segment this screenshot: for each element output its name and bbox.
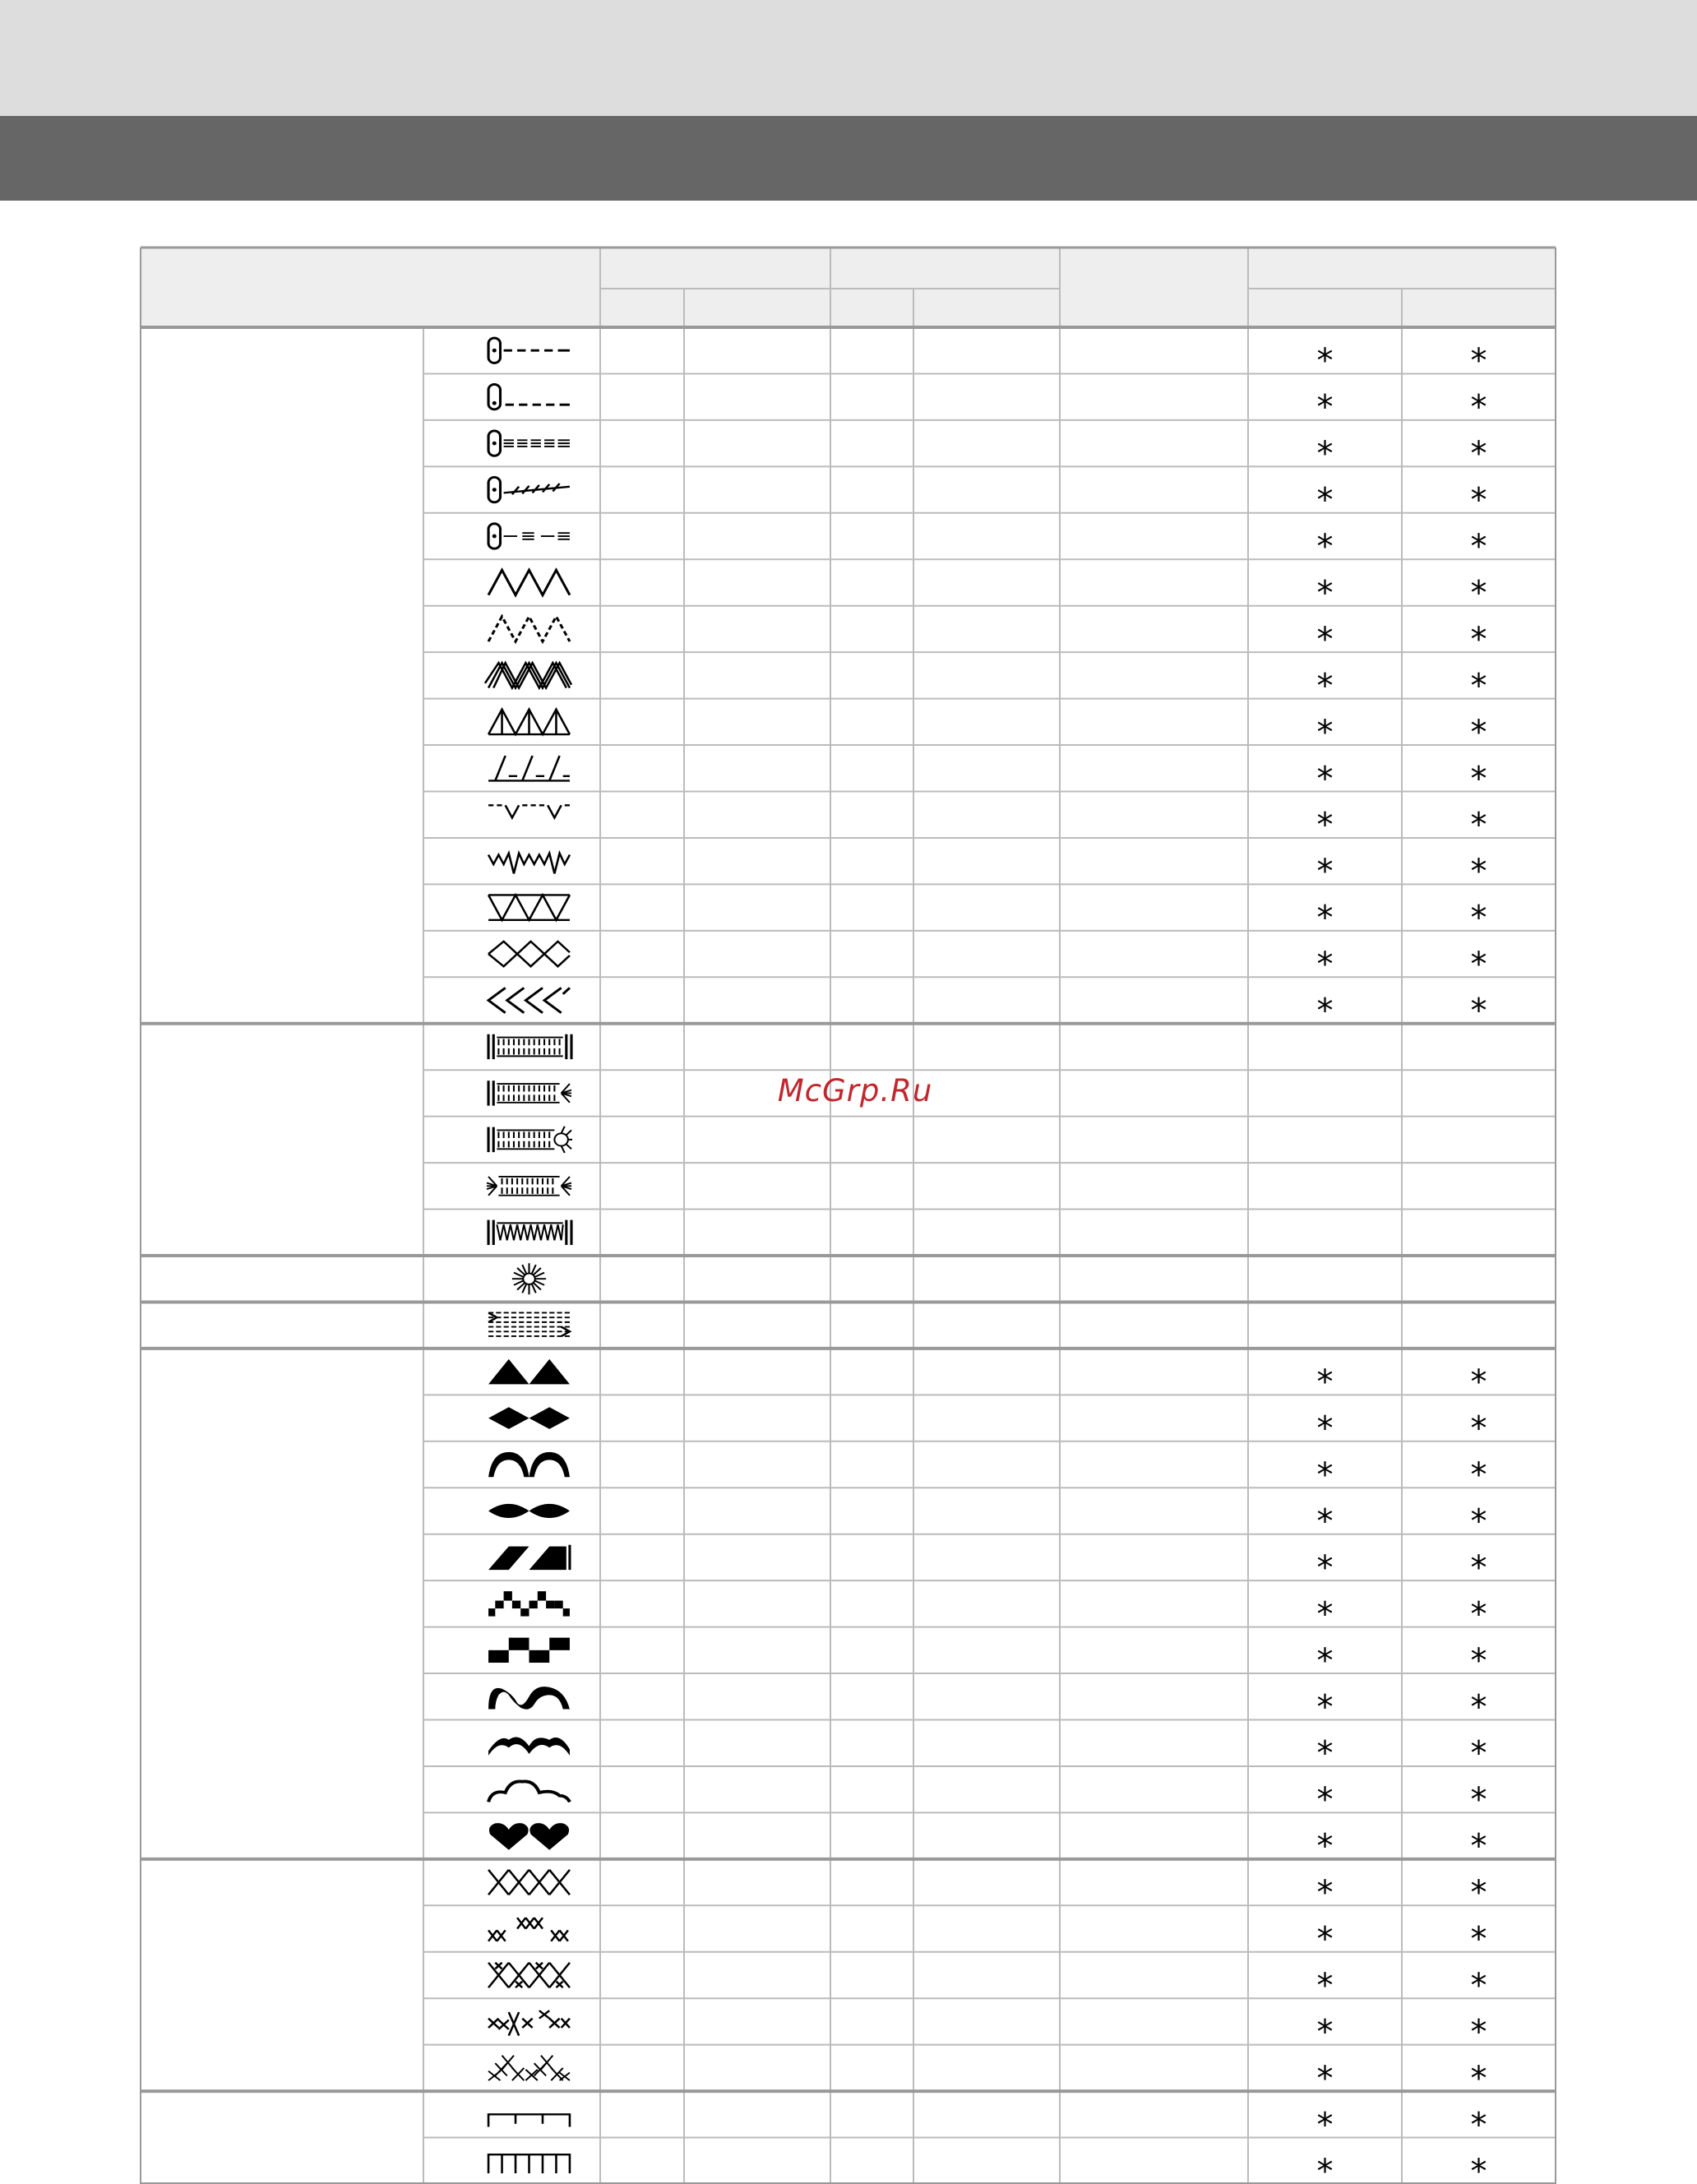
asterisk-mark-left: * [1316, 2106, 1334, 2145]
asterisk-mark-right: * [1470, 1781, 1487, 1820]
small-blocks-icon [488, 1591, 570, 1616]
asterisk-mark-right: * [1470, 528, 1487, 567]
asterisk-mark-left: * [1316, 2152, 1334, 2184]
wing-satin-icon [488, 1737, 570, 1756]
asterisk-mark-right: * [1470, 1363, 1487, 1402]
asterisk-mark-left: * [1316, 2013, 1334, 2052]
buttonhole-square-icon [488, 1034, 571, 1059]
arch-satin-icon [488, 1452, 570, 1477]
asterisk-mark-right: * [1470, 1595, 1487, 1634]
asterisk-mark-right: * [1470, 435, 1487, 474]
asterisk-mark-right: * [1470, 667, 1487, 706]
asterisk-mark-right: * [1470, 853, 1487, 891]
table-header [141, 248, 1556, 327]
heart-satin-icon [489, 1823, 569, 1850]
asterisk-mark-left: * [1316, 1548, 1334, 1587]
asterisk-mark-left: * [1316, 1781, 1334, 1820]
eyelet-icon [512, 1263, 546, 1294]
blind-hem-icon [488, 756, 570, 780]
asterisk-mark-right: * [1470, 1409, 1487, 1448]
asterisk-mark-left: * [1316, 1641, 1334, 1680]
triple-zigzag-icon [485, 663, 571, 687]
oval-satin-icon [488, 1504, 570, 1518]
asterisk-mark-left: * [1316, 1502, 1334, 1541]
checker-blocks-icon [488, 1638, 570, 1663]
asterisk-mark-right: * [1470, 2152, 1487, 2184]
asterisk-mark-left: * [1316, 667, 1334, 706]
asterisk-mark-right: * [1470, 388, 1487, 427]
cross-stitch-small-icon [488, 1918, 568, 1941]
asterisk-mark-right: * [1470, 620, 1487, 659]
asterisk-mark-left: * [1316, 2059, 1334, 2098]
cross-stretch-icon [488, 942, 570, 966]
asterisk-mark-right: * [1470, 946, 1487, 984]
asterisk-mark-left: * [1316, 528, 1334, 567]
asterisk-mark-right: * [1470, 1641, 1487, 1680]
pin-stitch-wide-icon [488, 2114, 570, 2126]
asterisk-mark-left: * [1316, 806, 1334, 844]
asterisk-mark-left: * [1316, 899, 1334, 937]
asterisk-mark-left: * [1316, 388, 1334, 427]
scallop-icon [488, 1781, 570, 1802]
overlock-icon [488, 710, 570, 734]
asterisk-mark-right: * [1470, 1827, 1487, 1866]
asterisk-mark-left: * [1316, 946, 1334, 984]
feather-stitch-icon [488, 988, 570, 1012]
triangle-satin-icon [488, 1359, 570, 1384]
buttonhole-keyhole-icon [488, 1127, 572, 1153]
asterisk-mark-left: * [1316, 992, 1334, 1030]
cross-stitch-large-icon [488, 1870, 570, 1895]
cross-stitch-wheat-icon [488, 2056, 570, 2080]
asterisk-mark-left: * [1316, 481, 1334, 520]
pin-stitch-narrow-icon [488, 2154, 570, 2173]
diamond-satin-icon [488, 1407, 570, 1429]
stem-stitch-icon [488, 477, 570, 502]
buttonhole-round-end-icon [488, 1080, 571, 1105]
asterisk-mark-right: * [1470, 2013, 1487, 2052]
asterisk-mark-left: * [1316, 1827, 1334, 1866]
wave-satin-icon [488, 1687, 570, 1710]
straight-center-icon [488, 384, 570, 409]
asterisk-mark-left: * [1316, 1920, 1334, 1959]
watermark: McGrp.Ru [777, 1073, 933, 1108]
triple-straight-icon [488, 431, 570, 456]
straight-left-icon [488, 338, 570, 363]
asterisk-mark-left: * [1316, 1456, 1334, 1495]
asterisk-mark-left: * [1316, 1409, 1334, 1448]
three-step-zigzag-icon [488, 617, 570, 641]
asterisk-mark-right: * [1470, 806, 1487, 844]
asterisk-mark-left: * [1316, 760, 1334, 798]
asterisk-mark-right: * [1470, 1966, 1487, 2005]
asterisk-mark-right: * [1470, 1734, 1487, 1773]
stretch-blind-hem-icon [488, 805, 570, 817]
asterisk-mark-right: * [1470, 1548, 1487, 1587]
decorative-straight-icon [488, 524, 570, 548]
asterisk-mark-left: * [1316, 1363, 1334, 1402]
asterisk-mark-right: * [1470, 481, 1487, 520]
asterisk-mark-right: * [1470, 1874, 1487, 1913]
overcast-icon [488, 895, 570, 919]
asterisk-mark-right: * [1470, 1456, 1487, 1495]
asterisk-mark-left: * [1316, 574, 1334, 613]
asterisk-mark-left: * [1316, 1688, 1334, 1727]
asterisk-mark-left: * [1316, 620, 1334, 659]
darning-icon [488, 1312, 570, 1336]
asterisk-mark-left: * [1316, 342, 1334, 381]
cross-stitch-double-icon [488, 1963, 570, 1987]
buttonhole-double-round-icon [487, 1177, 571, 1196]
asterisk-mark-right: * [1470, 1688, 1487, 1727]
asterisk-mark-right: * [1470, 1502, 1487, 1541]
cross-stitch-mixed-icon [488, 2010, 570, 2035]
asterisk-mark-left: * [1316, 1734, 1334, 1773]
asterisk-mark-right: * [1470, 2059, 1487, 2098]
asterisk-mark-right: * [1470, 713, 1487, 752]
asterisk-mark-right: * [1470, 1920, 1487, 1959]
asterisk-mark-left: * [1316, 1874, 1334, 1913]
asterisk-mark-right: * [1470, 992, 1487, 1030]
asterisk-mark-left: * [1316, 435, 1334, 474]
asterisk-mark-right: * [1470, 574, 1487, 613]
parallelogram-satin-icon [488, 1545, 570, 1570]
zigzag-icon [488, 570, 570, 595]
asterisk-mark-left: * [1316, 853, 1334, 891]
asterisk-mark-right: * [1470, 2106, 1487, 2145]
asterisk-mark-left: * [1316, 1595, 1334, 1634]
shell-tuck-icon [488, 854, 570, 874]
asterisk-mark-right: * [1470, 342, 1487, 381]
asterisk-mark-left: * [1316, 713, 1334, 752]
asterisk-mark-right: * [1470, 760, 1487, 798]
asterisk-mark-right: * [1470, 899, 1487, 937]
buttonhole-stretch-icon [488, 1220, 571, 1245]
asterisk-mark-left: * [1316, 1966, 1334, 2005]
